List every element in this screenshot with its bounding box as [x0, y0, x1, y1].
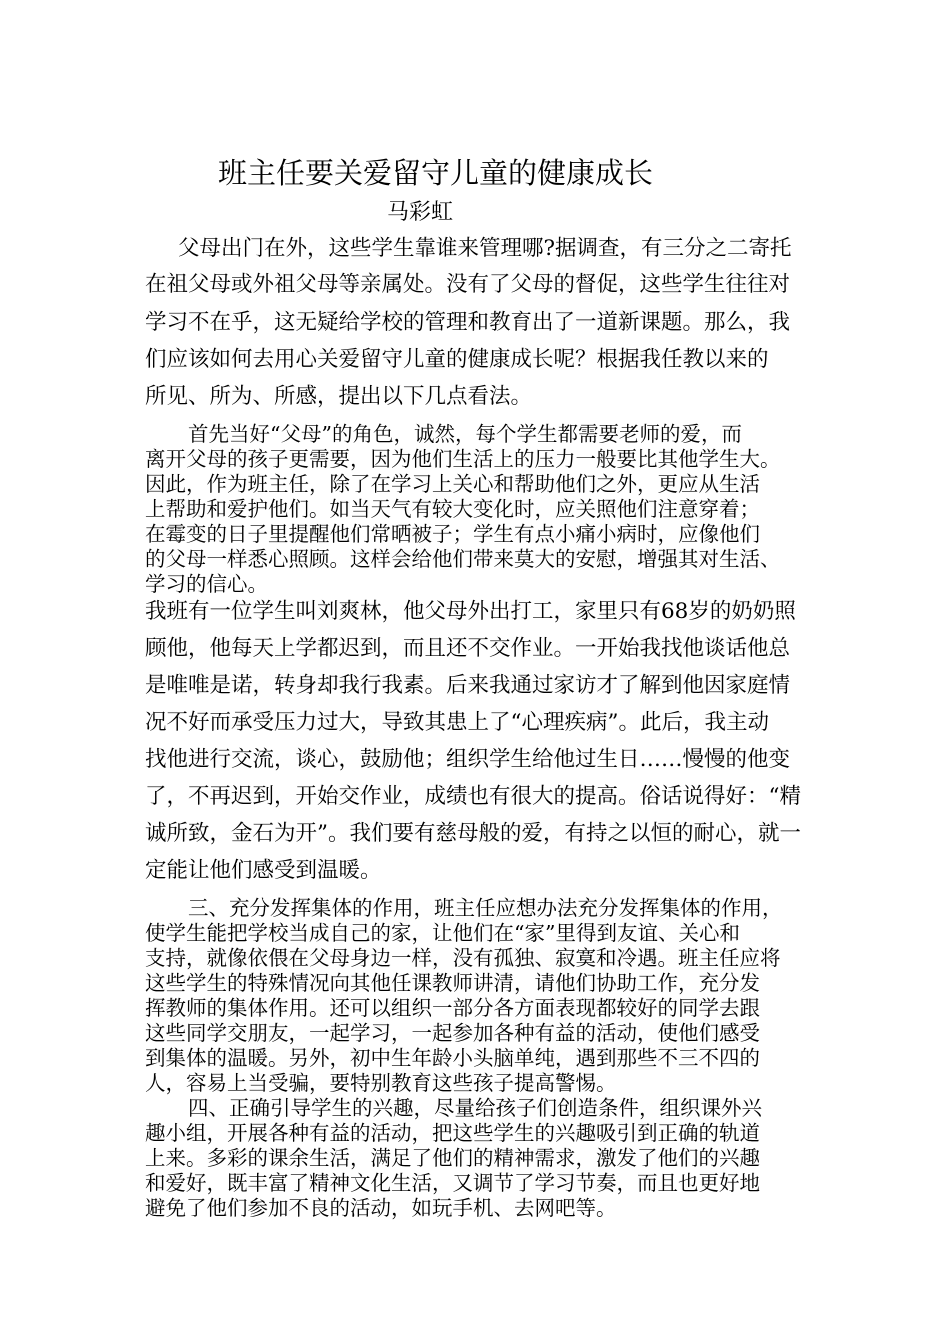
- text-line: 使学生能把学校当成自己的家，让他们在“家”里得到友谊、关心和: [145, 921, 740, 945]
- text-line: 到集体的温暖。另外，初中生年龄小头脑单纯，遇到那些不三不四的: [145, 1046, 760, 1070]
- text-line: 四、正确引导学生的兴趣，尽量给孩子们创造条件，组织课外兴: [188, 1096, 762, 1120]
- text-line: 支持，就像依偎在父母身边一样，没有孤独、寂寞和冷遇。班主任应将: [145, 946, 781, 970]
- text-line: 这些学生的特殊情况向其他任课教师讲清，请他们协助工作，充分发: [145, 971, 760, 995]
- text-line: 定能让他们感受到温暖。: [145, 858, 382, 883]
- document-title: 班主任要关爱留守儿童的健康成长: [218, 156, 654, 190]
- text-line: 的父母一样悉心照顾。这样会给他们带来莫大的安慰，增强其对生活、: [145, 547, 781, 571]
- text-line: 和爱好，既丰富了精神文化生活，又调节了学习节奏，而且也更好地: [145, 1171, 760, 1195]
- text-line: 我班有一位学生叫刘爽林，他父母外出打工，家里只有68岁的奶奶照: [145, 599, 796, 624]
- text-line: 学习的信心。: [145, 572, 268, 596]
- text-line: 首先当好“父母”的角色，诚然，每个学生都需要老师的爱，而: [188, 422, 742, 446]
- text-line: 诚所致，金石为开”。我们要有慈母般的爱，有持之以恒的耐心，就一: [145, 821, 801, 846]
- text-line: 是唯唯是诺，转身却我行我素。后来我通过家访才了解到他因家庭情: [145, 673, 791, 698]
- text-line: 这些同学交朋友，一起学习，一起参加各种有益的活动，使他们感受: [145, 1021, 760, 1045]
- text-line: 在霉变的日子里提醒他们常晒被子；学生有点小痛小病时，应像他们: [145, 522, 760, 546]
- text-line: 顾他，他每天上学都迟到，而且还不交作业。一开始我找他谈话他总: [145, 636, 791, 661]
- text-line: 避免了他们参加不良的活动，如玩手机、去网吧等。: [145, 1196, 617, 1220]
- text-line: 挥教师的集体作用。还可以组织一部分各方面表现都较好的同学去跟: [145, 996, 760, 1020]
- text-line: 找他进行交流，谈心，鼓励他；组织学生给他过生日……慢慢的他变: [145, 747, 791, 772]
- text-line: 父母出门在外，这些学生靠谁来管理哪?据调查，有三分之二寄托: [178, 236, 792, 261]
- text-line: 上来。多彩的课余生活，满足了他们的精神需求，激发了他们的兴趣: [145, 1146, 760, 1170]
- text-line: 了，不再迟到，开始交作业，成绩也有很大的提高。俗话说得好：“精: [145, 784, 801, 809]
- document-author: 马彩虹: [387, 200, 454, 225]
- text-line: 人，容易上当受骗，要特别教育这些孩子提高警惕。: [145, 1071, 617, 1095]
- text-line: 们应该如何去用心关爱留守儿童的健康成长呢？根据我任教以来的: [145, 347, 769, 372]
- text-line: 学习不在乎，这无疑给学校的管理和教育出了一道新课题。那么，我: [145, 310, 791, 335]
- text-line: 所见、所为、所感，提出以下几点看法。: [145, 384, 533, 409]
- text-line: 况不好而承受压力过大，导致其患上了“心理疾病”。此后，我主动: [145, 710, 769, 735]
- text-line: 在祖父母或外祖父母等亲属处。没有了父母的督促，这些学生往往对: [145, 272, 791, 297]
- text-line: 趣小组，开展各种有益的活动，把这些学生的兴趣吸引到正确的轨道: [145, 1121, 760, 1145]
- text-line: 离开父母的孩子更需要，因为他们生活上的压力一般要比其他学生大。: [145, 447, 781, 471]
- text-line: 上帮助和爱护他们。如当天气有较大变化时，应关照他们注意穿着；: [145, 497, 760, 521]
- text-line: 三、充分发挥集体的作用，班主任应想办法充分发挥集体的作用，: [188, 896, 783, 920]
- text-line: 因此，作为班主任，除了在学习上关心和帮助他们之外，更应从生活: [145, 472, 760, 496]
